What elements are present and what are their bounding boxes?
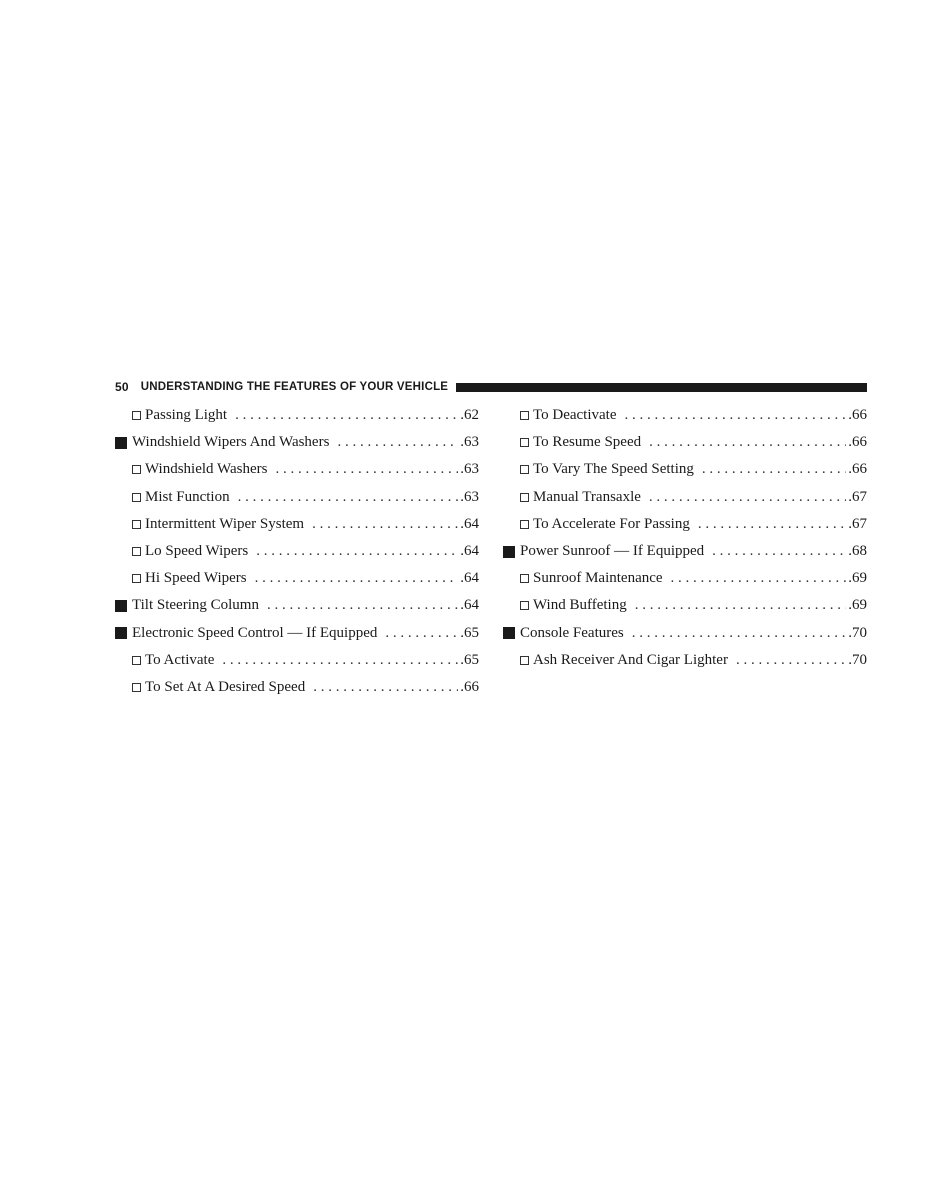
toc-page-number: .64 [460, 543, 479, 560]
toc-entry-label: To Accelerate For Passing [533, 515, 690, 532]
dot-leader [313, 679, 458, 696]
toc-entry-sub[interactable] [115, 674, 479, 701]
dot-leader [625, 407, 847, 424]
toc-page-number: .69 [848, 570, 867, 587]
dot-leader [275, 461, 458, 478]
header-rule [456, 383, 867, 392]
toc-page-number: .67 [848, 488, 867, 505]
toc-entry-sub[interactable] [115, 565, 479, 592]
toc-page-number: .64 [460, 515, 479, 532]
toc-entry-sub[interactable] [115, 456, 479, 483]
bullet-wrap [115, 520, 145, 529]
bullet-wrap [115, 574, 145, 583]
toc-entry-sub[interactable] [503, 565, 867, 592]
toc-right-column [503, 402, 867, 674]
dot-leader [222, 652, 458, 669]
toc-entry-label: Intermittent Wiper System [145, 515, 305, 532]
bullet-wrap [503, 438, 533, 447]
dot-leader [671, 570, 847, 587]
toc-page-number: .65 [460, 651, 479, 668]
dot-leader [702, 461, 846, 478]
section-title: UNDERSTANDING THE FEATURES OF YOUR VEHICLE [140, 381, 449, 393]
dot-leader [337, 434, 458, 451]
toc-entry-main[interactable] [115, 620, 479, 647]
bullet-wrap [503, 411, 533, 420]
toc-entry-sub[interactable] [115, 538, 479, 565]
toc-entry-sub[interactable] [503, 402, 867, 429]
toc-entry-sub[interactable] [115, 402, 479, 429]
filled-square-icon [115, 627, 127, 639]
toc-entry-sub[interactable] [503, 647, 867, 674]
dot-leader [635, 597, 847, 614]
toc-entry-sub[interactable] [503, 484, 867, 511]
toc-page-number: .68 [848, 543, 867, 560]
toc-entry-label: To Set At A Desired Speed [145, 678, 306, 695]
bullet-wrap [115, 627, 132, 639]
dot-leader [256, 543, 458, 560]
toc-entry-label: Electronic Speed Control — If Equipped [132, 624, 378, 641]
dot-leader [712, 543, 846, 560]
bullet-wrap [115, 600, 132, 612]
empty-square-icon [520, 493, 529, 502]
toc-entry-main[interactable] [503, 538, 867, 565]
toc-entry-label: Windshield Wipers And Washers [132, 434, 330, 451]
empty-square-icon [520, 574, 529, 583]
empty-square-icon [132, 547, 141, 556]
toc-entry-main[interactable] [115, 429, 479, 456]
toc-entry-sub[interactable] [115, 511, 479, 538]
toc-entry-label: Passing Light [145, 407, 228, 424]
dot-leader [235, 407, 458, 424]
empty-square-icon [132, 683, 141, 692]
dot-leader [255, 570, 459, 587]
toc-entry-sub[interactable] [115, 484, 479, 511]
toc-entry-main[interactable] [115, 592, 479, 619]
toc-page-number: .63 [460, 488, 479, 505]
dot-leader [385, 625, 458, 642]
toc-entry-label: Tilt Steering Column [132, 597, 259, 614]
toc-page-number: .64 [460, 570, 479, 587]
filled-square-icon [115, 437, 127, 449]
empty-square-icon [520, 438, 529, 447]
empty-square-icon [132, 520, 141, 529]
bullet-wrap [503, 493, 533, 502]
bullet-wrap [503, 656, 533, 665]
toc-entry-sub[interactable] [503, 592, 867, 619]
dot-leader [312, 516, 458, 533]
toc-entry-label: Wind Buffeting [533, 597, 627, 614]
toc-entry-main[interactable] [503, 620, 867, 647]
toc-page-number: .70 [848, 624, 867, 641]
bullet-wrap [115, 656, 145, 665]
dot-leader [698, 516, 846, 533]
dot-leader [632, 625, 847, 642]
bullet-wrap [503, 520, 533, 529]
empty-square-icon [132, 656, 141, 665]
empty-square-icon [132, 574, 141, 583]
toc-page-number: .63 [460, 434, 479, 451]
toc-entry-label: To Vary The Speed Setting [533, 461, 694, 478]
empty-square-icon [132, 411, 141, 420]
bullet-wrap [503, 601, 533, 610]
filled-square-icon [115, 600, 127, 612]
toc-page-number: .69 [848, 597, 867, 614]
toc-page-number: .62 [460, 407, 479, 424]
bullet-wrap [115, 411, 145, 420]
filled-square-icon [503, 546, 515, 558]
toc-entry-label: Power Sunroof — If Equipped [520, 543, 705, 560]
toc-entry-label: Console Features [520, 624, 624, 641]
page-header [115, 378, 867, 396]
toc-entry-label: Lo Speed Wipers [145, 543, 249, 560]
toc-entry-sub[interactable] [503, 511, 867, 538]
toc-entry-label: Ash Receiver And Cigar Lighter [533, 651, 728, 668]
bullet-wrap [115, 683, 145, 692]
bullet-wrap [115, 493, 145, 502]
bullet-wrap [503, 465, 533, 474]
toc-page-number: .66 [848, 407, 867, 424]
dot-leader [649, 489, 846, 506]
toc-entry-label: To Activate [145, 651, 215, 668]
toc-entry-label: To Resume Speed [533, 434, 642, 451]
empty-square-icon [520, 465, 529, 474]
toc-entry-label: Windshield Washers [145, 461, 268, 478]
dot-leader [267, 597, 458, 614]
toc-entry-label: Sunroof Maintenance [533, 570, 663, 587]
toc-page-number: .64 [460, 597, 479, 614]
toc-page-number: .63 [460, 461, 479, 478]
toc-entry-label: Hi Speed Wipers [145, 570, 247, 587]
empty-square-icon [132, 493, 141, 502]
dot-leader [238, 489, 459, 506]
bullet-wrap [503, 627, 520, 639]
filled-square-icon [503, 627, 515, 639]
empty-square-icon [520, 411, 529, 420]
toc-page-number: .66 [460, 678, 479, 695]
dot-leader [649, 434, 846, 451]
toc-left-column [115, 402, 479, 701]
toc-entry-label: Mist Function [145, 488, 230, 505]
bullet-wrap [503, 574, 533, 583]
empty-square-icon [520, 601, 529, 610]
empty-square-icon [132, 465, 141, 474]
toc-page-number: .66 [848, 434, 867, 451]
toc-entry-sub[interactable] [503, 456, 867, 483]
page-number: 50 [115, 380, 129, 394]
empty-square-icon [520, 520, 529, 529]
toc-entry-sub[interactable] [503, 429, 867, 456]
toc-page-number: .67 [848, 515, 867, 532]
toc-entry-label: To Deactivate [533, 407, 617, 424]
dot-leader [736, 652, 846, 669]
toc-entry-label: Manual Transaxle [533, 488, 641, 505]
toc-page-number: .65 [460, 624, 479, 641]
bullet-wrap [115, 465, 145, 474]
toc-page-number: .70 [848, 651, 867, 668]
bullet-wrap [115, 437, 132, 449]
empty-square-icon [520, 656, 529, 665]
toc-entry-sub[interactable] [115, 647, 479, 674]
toc-page-number: .66 [848, 461, 867, 478]
bullet-wrap [503, 546, 520, 558]
bullet-wrap [115, 547, 145, 556]
